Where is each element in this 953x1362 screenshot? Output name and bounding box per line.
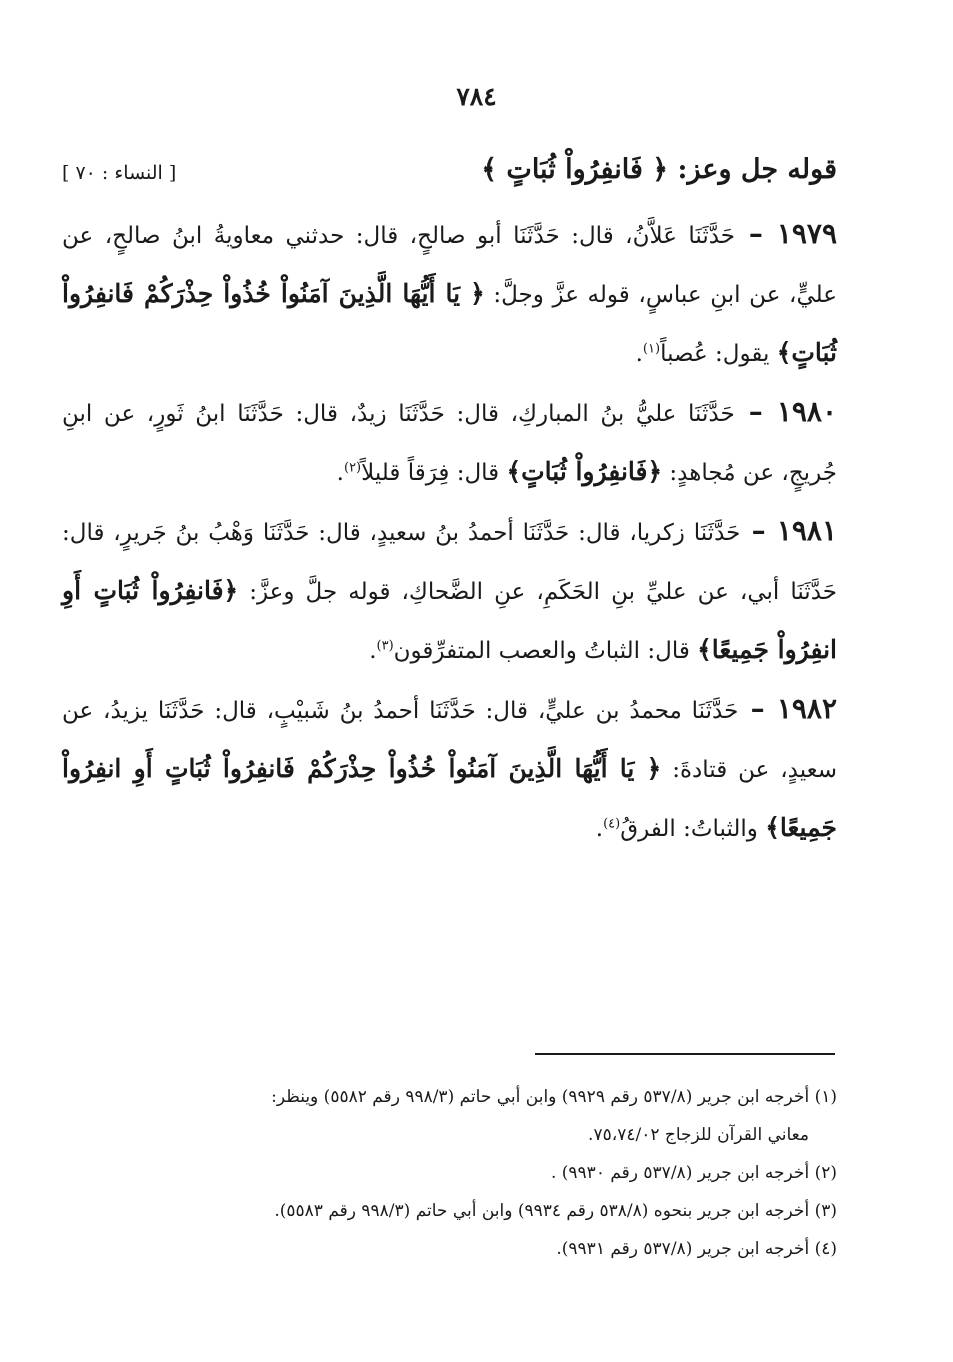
footnote-divider — [535, 1053, 835, 1055]
footnote-text: أخرجه ابن جرير بنحوه (٥٣٨/٨ رقم ٩٩٣٤) وابن أبي حاتم (٩٩٨/٣ رقم ٥٥٨٣). — [274, 1201, 810, 1221]
footnote-text: أخرجه ابن جرير (٥٣٧/٨ رقم ٩٩٣١). — [556, 1239, 810, 1259]
quran-verse: ﴿فَانفِرُواْ ثُبَاتٍ﴾ — [506, 457, 663, 486]
hadith-end: . — [595, 816, 604, 842]
footnotes — [62, 1078, 837, 1268]
quran-verse: ﴿ يَا أَيُّهَا الَّذِينَ آمَنُواْ خُذُواْ حِذْرَكُمْ فَانفِرُواْ ثُبَاتٍ أَوِ انفِرُواْ جَمِيعًا﴾ — [62, 754, 837, 842]
hadith-1980 — [62, 383, 837, 502]
footnote-2 — [62, 1154, 837, 1192]
quran-verse: ﴿فَانفِرُواْ ثُبَاتٍ أَوِ انفِرُواْ جَمِيعًا﴾ — [62, 576, 837, 664]
footnote-number: (٣) — [814, 1201, 837, 1221]
footnote-text-continued: معاني القرآن للزجاج ٧٥،٧٤/٠٢. — [588, 1125, 809, 1145]
section-heading — [62, 150, 837, 200]
hadith-text: والثباتُ: الفرقُ — [620, 816, 766, 842]
main-text — [62, 205, 837, 858]
footnote-text: أخرجه ابن جرير (٥٣٧/٨ رقم ٩٩٣٠) . — [550, 1163, 810, 1183]
hadith-text: حَدَّثَنَا عَلاَّنُ، قال: حَدَّثَنَا أبو صالحٍ، قال: حدثني معاويةُ ابنُ صالحٍ، عن عليٍّ، عن ابنِ عباسٍ، قوله عزَّ وجلَّ: — [62, 223, 837, 308]
hadith-number: ١٩٧٩ — [776, 217, 837, 250]
hadith-text: حَدَّثَنَا زكريا، قال: حَدَّثَنَا أحمدُ بنُ سعيدٍ، قال: حَدَّثَنَا وَهْبُ بنُ جَريرٍ، قال: حَدَّثَنَا أبي، عن عليِّ بنِ الحَكَمِ، عنِ الضَّحاكِ، قوله جلَّ وعزَّ: — [62, 520, 837, 605]
hadith-dash: – — [734, 395, 777, 428]
footnote-marker[interactable]: (٣) — [376, 638, 394, 654]
hadith-dash: – — [735, 217, 777, 250]
heading-reference: [ النساء : ٧٠ ] — [62, 162, 177, 184]
footnote-number: (١) — [814, 1087, 837, 1107]
heading-title: قوله جل وعز: ﴿ فَانفِرُواْ ثُبَاتٍ ﴾ — [481, 154, 837, 185]
page-number: ٧٨٤ — [456, 82, 497, 111]
quran-verse: ﴿ يَا أَيُّهَا الَّذِينَ آمَنُواْ خُذُواْ حِذْرَكُمْ فَانفِرُواْ ثُبَاتٍ﴾ — [62, 279, 837, 367]
footnote-3 — [62, 1192, 837, 1230]
hadith-end: . — [336, 460, 344, 486]
hadith-text: يقول: عُصباً — [660, 341, 777, 367]
hadith-number: ١٩٨٢ — [776, 692, 837, 725]
hadith-text: قال: الثباتُ والعصب المتفرِّقون — [393, 638, 698, 664]
hadith-end: . — [369, 638, 377, 664]
hadith-1981 — [62, 502, 837, 680]
hadith-dash: – — [738, 692, 777, 725]
footnote-number: (٤) — [814, 1239, 837, 1259]
footnote-marker[interactable]: (٢) — [343, 460, 362, 476]
footnote-4 — [62, 1230, 837, 1268]
footnote-text: أخرجه ابن جرير (٥٣٧/٨ رقم ٩٩٢٩) وابن أبي حاتم (٩٩٨/٣ رقم ٥٥٨٢) وينظر: — [271, 1087, 810, 1107]
footnote-marker[interactable]: (٤) — [603, 816, 621, 832]
hadith-text: قال: فِرَقاً قليلاً — [361, 460, 507, 486]
hadith-number: ١٩٨٠ — [776, 395, 837, 428]
footnote-1 — [62, 1078, 837, 1154]
hadith-1979 — [62, 205, 837, 383]
footnote-marker[interactable]: (١) — [642, 341, 661, 357]
hadith-dash: – — [740, 514, 777, 547]
hadith-text: حَدَّثَنَا عليُّ بنُ المباركِ، قال: حَدَّثَنَا زيدٌ، قال: حَدَّثَنَا ابنُ ثَورٍ، عن ابنِ جُريجٍ، عن مُجاهدٍ: — [62, 401, 837, 486]
hadith-text: حَدَّثَنَا محمدُ بن عليٍّ، قال: حَدَّثَنَا أحمدُ بنُ شَبيْبٍ، قال: حَدَّثَنَا يزيدُ، عن سعيدٍ، عن قتادةَ: — [62, 698, 837, 783]
hadith-number: ١٩٨١ — [776, 514, 837, 547]
footnote-number: (٢) — [814, 1163, 837, 1183]
hadith-1982 — [62, 680, 837, 858]
hadith-end: . — [635, 341, 643, 367]
